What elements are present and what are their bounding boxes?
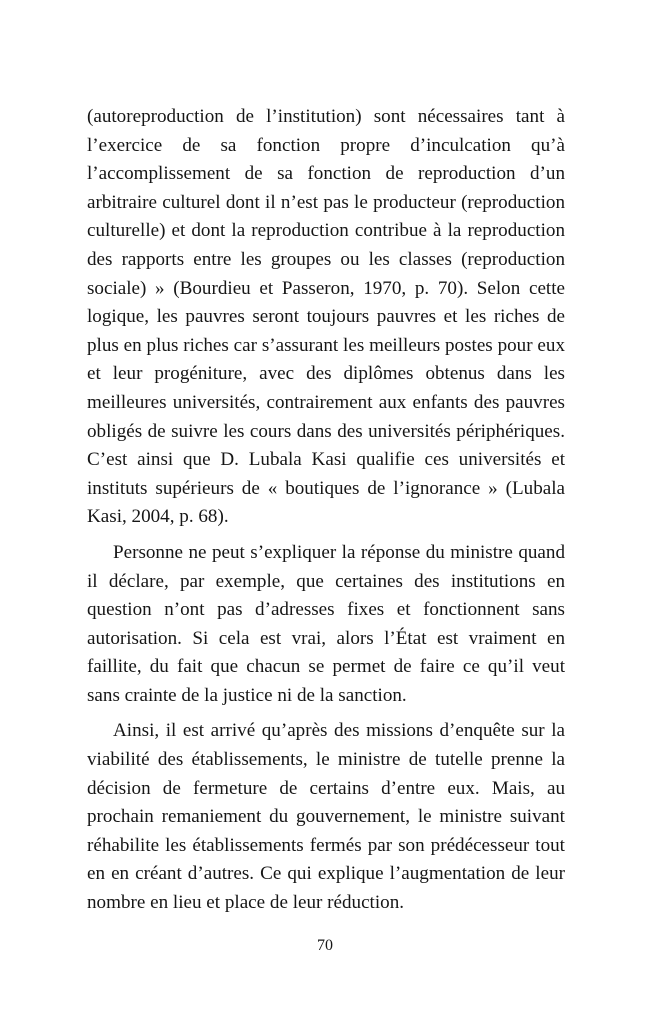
- page-body: [87, 103, 565, 918]
- paragraph-continuation: (autoreproduction de l’institution) sont nécessaires tant à l’exercice de sa fonction propre d’inculcation qu’à l’accomplissement de sa fonction de reproduction d’un arbitraire culturel dont il n’est pas le producteur (reproduction culturelle) et dont la reproduction contribue à la reproduction des rapports entre les groupes ou les classes (reproduction sociale) » (Bourdieu et Passeron, 1970, p. 70). Selon cette logique, les pauvres seront toujours pauvres et les riches de plus en plus riches car s’assurant les meilleurs postes pour eux et leur progéniture, avec des diplômes obtenus dans les meilleures universités, contrairement aux enfants des pauvres obligés de suivre les cours dans des universités périphériques. C’est ainsi que D. Lubala Kasi qualifie ces universités et instituts supérieurs de « boutiques de l’ignorance » (Lubala Kasi, 2004, p. 68).: [87, 106, 565, 528]
- page-number: 70: [317, 937, 333, 954]
- paragraph-minister-response: Personne ne peut s’expliquer la réponse du ministre quand il déclare, par exemple, que certaines des institutions en question n’ont pas d’adresses fixes et fonctionnent sans autorisation. Si cela est vrai, alors l’État est vraiment en faillite, du fait que chacun se permet de faire ce qu’il veut sans crainte de la justice ni de la sanction.: [87, 541, 565, 706]
- paragraph-closures: Ainsi, il est arrivé qu’après des missions d’enquête sur la viabilité des établissements, le ministre de tutelle prenne la décision de fermeture de certains d’entre eux. Mais, au prochain remaniement du gouvernement, le ministre suivant réhabilite les établissements fermés par son prédécesseur tout en en créant d’autres. Ce qui explique l’augmentation de leur nombre en lieu et place de leur réduction.: [87, 720, 565, 914]
